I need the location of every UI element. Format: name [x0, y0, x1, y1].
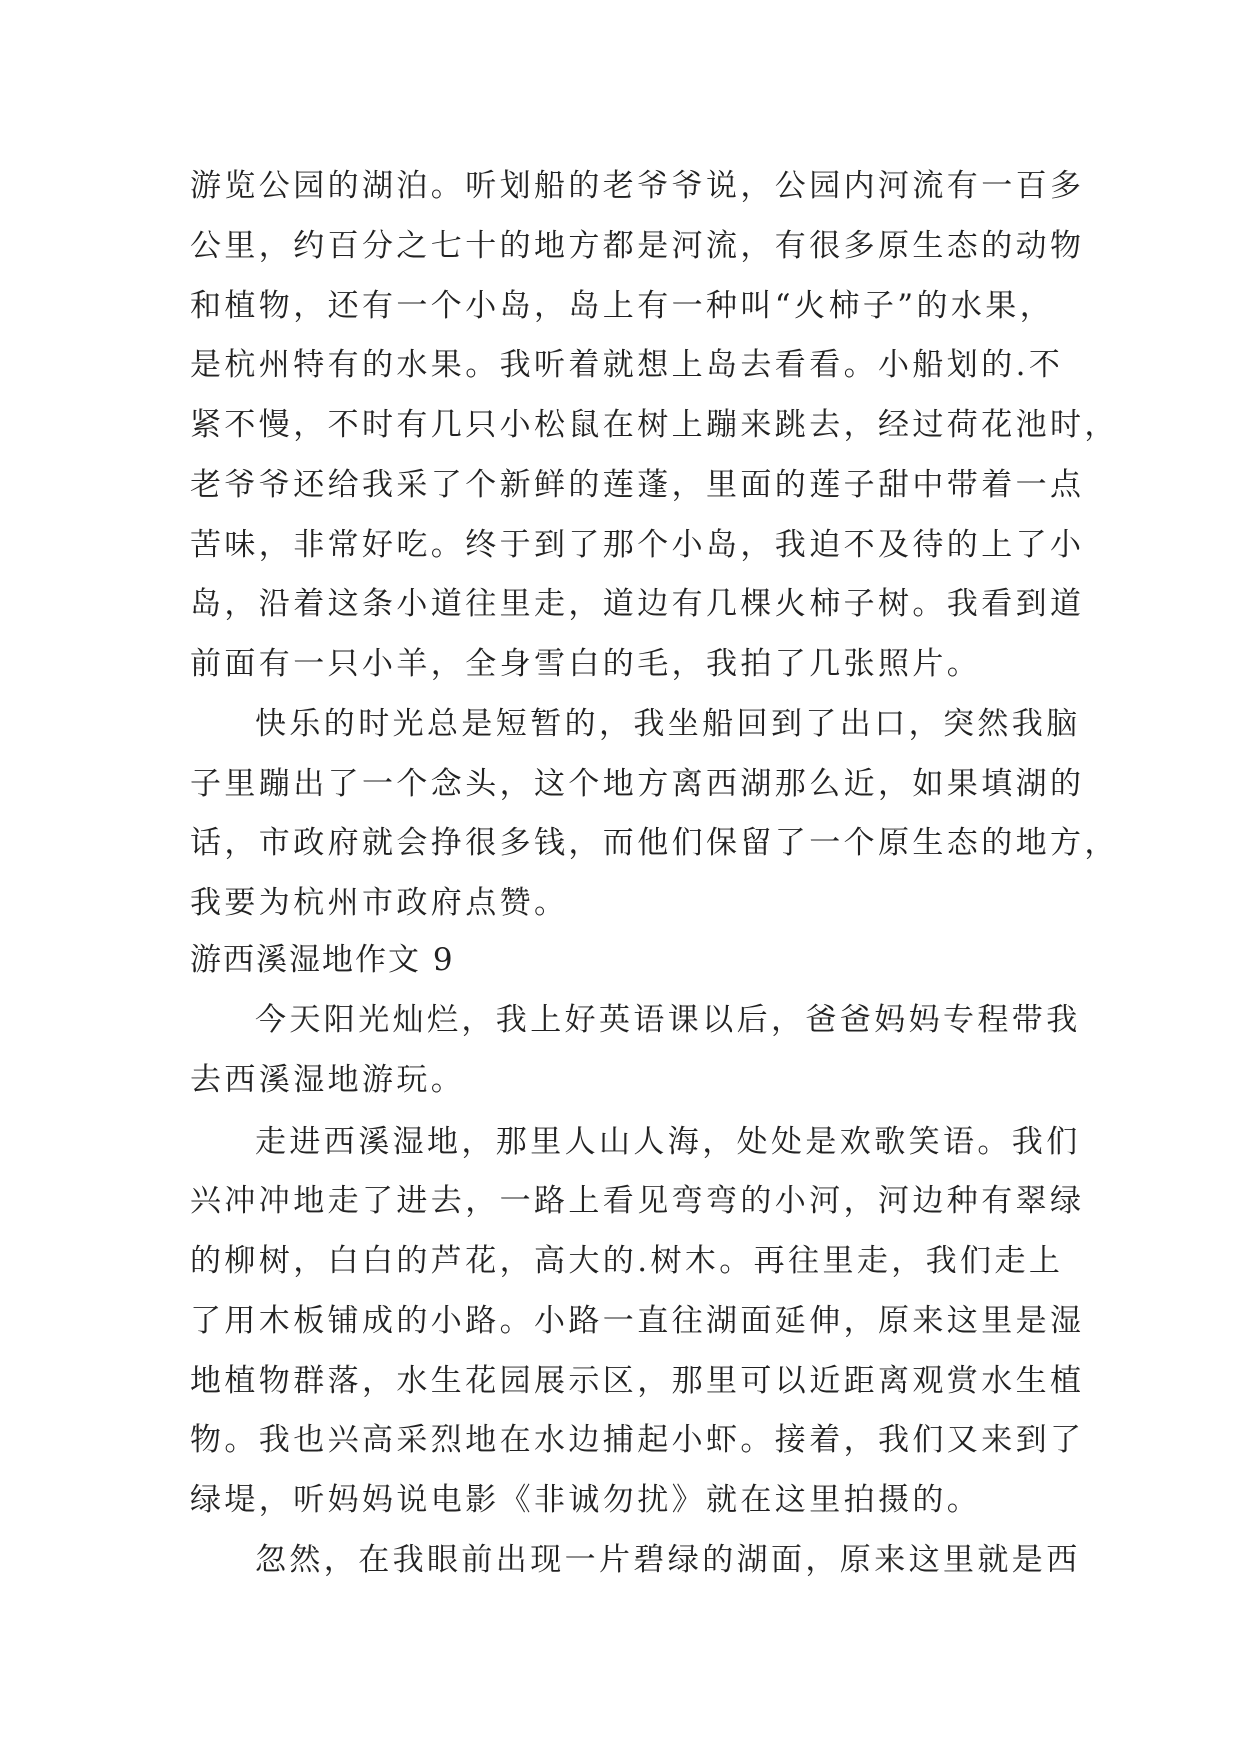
paragraph-first-line: 走进西溪湿地，那里人山人海，处处是欢歌笑语。我们 — [255, 1124, 1081, 1160]
body-text-line: 紧不慢，不时有几只小松鼠在树上蹦来跳去，经过荷花池时， — [190, 407, 1119, 443]
body-text-line: 的柳树，白白的芦花，高大的.树木。再往里走，我们走上 — [190, 1243, 1064, 1279]
body-text-line: 话，市政府就会挣很多钱，而他们保留了一个原生态的地方， — [190, 825, 1119, 861]
body-text-line: 和植物，还有一个小岛，岛上有一种叫“火柿子”的水果， — [190, 288, 1055, 324]
body-text-line: 了用木板铺成的小路。小路一直往湖面延伸，原来这里是湿 — [190, 1303, 1085, 1339]
body-text-line: 兴冲冲地走了进去，一路上看见弯弯的小河，河边种有翠绿 — [190, 1183, 1085, 1219]
body-text-line: 苦味，非常好吃。终于到了那个小岛，我迫不及待的上了小 — [190, 527, 1085, 563]
body-text-line: 公里，约百分之七十的地方都是河流，有很多原生态的动物 — [190, 228, 1085, 264]
essay-title: 游西溪湿地作文 9 — [190, 942, 455, 978]
body-text-line: 物。我也兴高采烈地在水边捕起小虾。接着，我们又来到了 — [190, 1422, 1085, 1458]
body-text-line: 地植物群落，水生花园展示区，那里可以近距离观赏水生植 — [190, 1363, 1085, 1399]
paragraph-first-line: 忽然，在我眼前出现一片碧绿的湖面，原来这里就是西 — [255, 1542, 1081, 1578]
body-text-line: 是杭州特有的水果。我听着就想上岛去看看。小船划的.不 — [190, 347, 1064, 383]
body-text-line: 前面有一只小羊，全身雪白的毛，我拍了几张照片。 — [190, 646, 982, 682]
body-text-line: 去西溪湿地游玩。 — [190, 1062, 466, 1098]
paragraph-first-line: 今天阳光灿烂，我上好英语课以后，爸爸妈妈专程带我 — [255, 1002, 1081, 1038]
body-text-line: 子里蹦出了一个念头，这个地方离西湖那么近，如果填湖的 — [190, 766, 1085, 802]
body-text-line: 游览公园的湖泊。听划船的老爷爷说，公园内河流有一百多 — [190, 168, 1085, 204]
body-text-line: 老爷爷还给我采了个新鲜的莲蓬，里面的莲子甜中带着一点 — [190, 467, 1085, 503]
body-text-line: 我要为杭州市政府点赞。 — [190, 885, 569, 921]
paragraph-first-line: 快乐的时光总是短暂的，我坐船回到了出口，突然我脑 — [255, 706, 1081, 742]
body-text-line: 绿堤，听妈妈说电影《非诚勿扰》就在这里拍摄的。 — [190, 1482, 982, 1518]
body-text-line: 岛，沿着这条小道往里走，道边有几棵火柿子树。我看到道 — [190, 586, 1085, 622]
